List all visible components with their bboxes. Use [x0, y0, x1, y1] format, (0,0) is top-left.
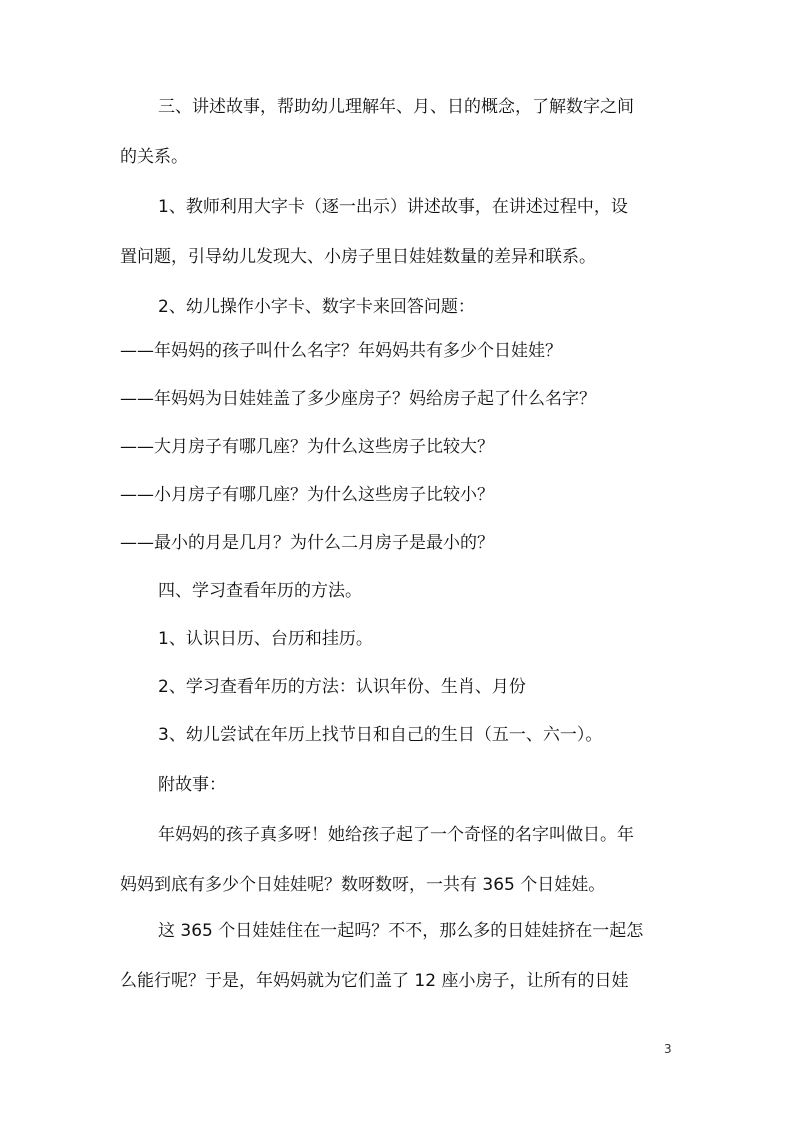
- paragraph-item-1: [120, 614, 680, 664]
- text-line: ——小月房子有哪几座？为什么这些房子比较小？: [120, 485, 494, 505]
- paragraph-section-three: [120, 82, 680, 182]
- text-line: 这 365 个日娃娃住在一起吗？不不，那么多的日娃娃挤在一起怎: [158, 921, 644, 941]
- paragraph-step-1: [120, 182, 680, 282]
- question-5: [120, 518, 680, 568]
- text-line: 2、学习查看年历的方法：认识年份、生肖、月份: [158, 677, 526, 697]
- text-line: 附故事：: [158, 775, 226, 795]
- paragraph-item-2: [120, 662, 680, 712]
- paragraph-story-heading: [120, 760, 680, 810]
- paragraph-step-2: [120, 282, 680, 332]
- text-line: 的关系。: [120, 147, 188, 167]
- paragraph-item-3: [120, 710, 680, 760]
- text-line: 1、教师利用大字卡（逐一出示）讲述故事，在讲述过程中，设: [158, 197, 628, 217]
- text-line: ——年妈妈为日娃娃盖了多少座房子？妈给房子起了什么名字？: [120, 389, 596, 409]
- text-line: ——年妈妈的孩子叫什么名字？年妈妈共有多少个日娃娃？: [120, 341, 562, 361]
- text-line: 1、认识日历、台历和挂历。: [158, 629, 373, 649]
- paragraph-story-1: [120, 810, 680, 910]
- text-line: 3、幼儿尝试在年历上找节日和自己的生日（五一、六一）。: [158, 725, 603, 745]
- text-line: ——大月房子有哪几座？为什么这些房子比较大？: [120, 437, 494, 457]
- question-1: [120, 326, 680, 376]
- text-line: 三、讲述故事，帮助幼儿理解年、月、日的概念，了解数字之间: [158, 97, 634, 117]
- question-2: [120, 374, 680, 424]
- page-number: 3: [664, 1042, 672, 1056]
- text-line: 四、学习查看年历的方法。: [158, 581, 362, 601]
- question-3: [120, 422, 680, 472]
- text-line: 置问题，引导幼儿发现大、小房子里日娃娃数量的差异和联系。: [120, 247, 596, 267]
- question-4: [120, 470, 680, 520]
- text-line: 年妈妈的孩子真多呀！她给孩子起了一个奇怪的名字叫做日。年: [158, 825, 634, 845]
- paragraph-section-four: [120, 566, 680, 616]
- text-line: ——最小的月是几月？为什么二月房子是最小的？: [120, 533, 494, 553]
- text-line: 么能行呢？于是，年妈妈就为它们盖了 12 座小房子，让所有的日娃: [120, 971, 629, 991]
- text-line: 2、幼儿操作小字卡、数字卡来回答问题：: [158, 297, 475, 317]
- paragraph-story-2: [120, 906, 680, 1006]
- text-line: 妈妈到底有多少个日娃娃呢？数呀数呀，一共有 365 个日娃娃。: [120, 875, 606, 895]
